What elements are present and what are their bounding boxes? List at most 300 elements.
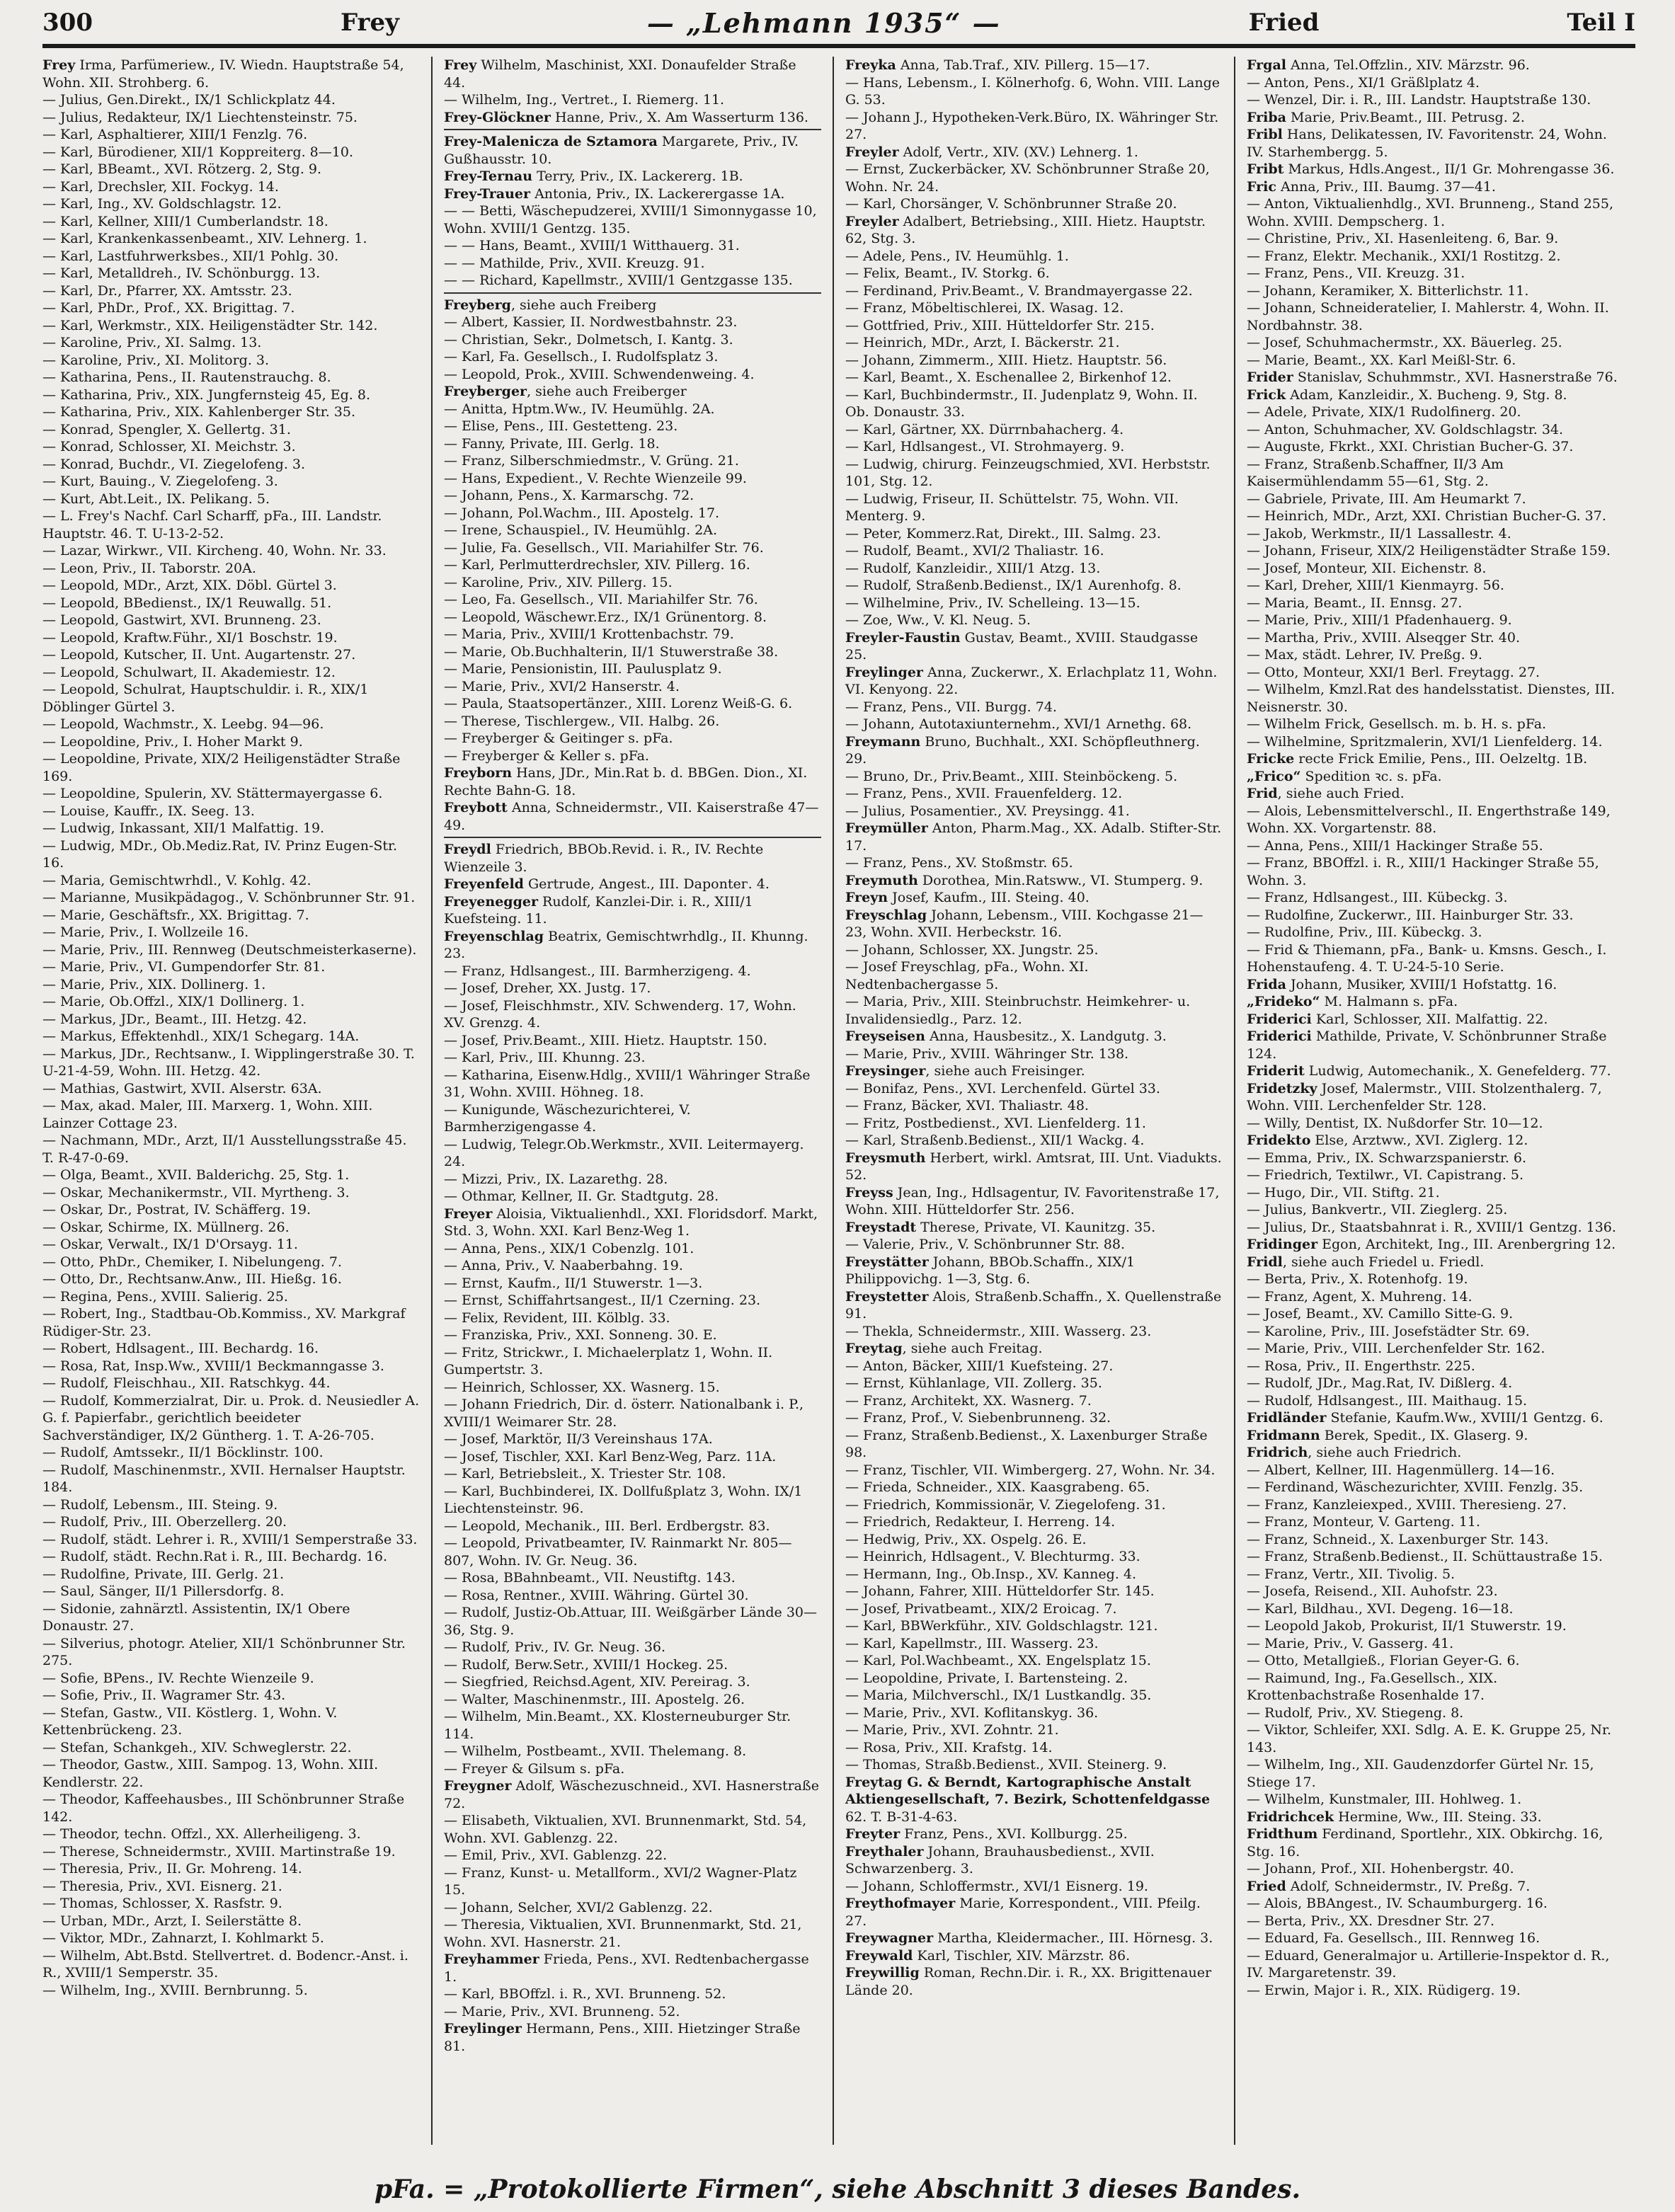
entry-surname: Frey bbox=[444, 57, 477, 73]
entry-text: — Wilhelmine, Priv., IV. Schelleing. 13—15. bbox=[845, 595, 1141, 611]
entry-text: — Adele, Private, XIX/1 Rudolfinerg. 20. bbox=[1247, 404, 1521, 420]
entry-text: Anna, Tel.Offzlin., XIV. Märzstr. 96. bbox=[1286, 57, 1530, 73]
entry-surname: Fric bbox=[1247, 178, 1276, 195]
directory-entry bbox=[444, 1760, 821, 1778]
entry-surname: Frida bbox=[1247, 976, 1286, 992]
entry-text: — Berta, Priv., XX. Dresdner Str. 27. bbox=[1247, 1913, 1495, 1929]
entry-text: — Julius, Dr., Staatsbahnrat i. R., XVIII/1 Gentzg. 136. bbox=[1247, 1219, 1616, 1235]
entry-text: Rudolf, Kanzlei-Dir. i. R., XIII/1 Kuefsteing. 11. bbox=[444, 893, 753, 927]
page-header bbox=[42, 6, 1635, 40]
directory-entry bbox=[444, 730, 821, 747]
entry-surname: Freyss bbox=[845, 1184, 893, 1200]
entry-text: — Julius, Posamentier., XV. Preysingg. 41. bbox=[845, 803, 1130, 819]
entry-text: — Theodor, Gastw., XIII. Sampog. 13, Wohn. XIII. Kendlerstr. 22. bbox=[42, 1757, 379, 1790]
directory-entry bbox=[1247, 1860, 1624, 1878]
directory-entry bbox=[1247, 1236, 1624, 1254]
entry-text: M. Halmann s. pFa. bbox=[1320, 994, 1458, 1009]
directory-entry bbox=[845, 733, 1223, 768]
entry-text: — Josef, Monteur, XII. Eichenstr. 8. bbox=[1247, 560, 1487, 576]
directory-entry bbox=[845, 1756, 1223, 1774]
directory-entry bbox=[845, 161, 1223, 195]
entry-surname: Freyenfeld bbox=[444, 876, 524, 892]
entry-text: — Viktor, Schleifer, XXI. Sdlg. A. E. K. Gruppe 25, Nr. 143. bbox=[1247, 1722, 1611, 1755]
entry-text: — Marie, Priv., XVI. Koflitanskyg. 36. bbox=[845, 1704, 1099, 1721]
directory-entry bbox=[444, 272, 821, 290]
entry-text: — Leopoldine, Spulerin, XV. Stättermayergasse 6. bbox=[42, 786, 383, 801]
entry-text: Dorothea, Min.Ratsww., VI. Stumperg. 9. bbox=[917, 872, 1204, 888]
entry-text: — Leopold, Prok., XVIII. Schwendenweing. 4. bbox=[444, 366, 755, 382]
directory-entry bbox=[444, 331, 821, 349]
entry-text: — Rosa, BBahnbeamt., VII. Neustiftg. 143. bbox=[444, 1570, 736, 1586]
entry-text: — Katharina, Priv., XIX. Jungfernsteig 45, Eg. 8. bbox=[42, 386, 370, 403]
entry-surname: Fridekto bbox=[1247, 1133, 1311, 1148]
entry-text: — Gabriele, Private, III. Am Heumarkt 7. bbox=[1247, 491, 1526, 507]
entry-text: Johann, Lebensm., VIII. Kochgasse 21—23, Wohn. XVII. Herbeckstr. 16. bbox=[845, 907, 1204, 940]
directory-entry bbox=[845, 386, 1223, 421]
directory-entry bbox=[1247, 282, 1624, 300]
entry-text: — Anton, Schuhmacher, XV. Goldschlagstr. 34. bbox=[1247, 421, 1564, 437]
entry-surname: Freygner bbox=[444, 1778, 512, 1794]
entry-text: — Maria, Milchverschl., IX/1 Lustkandlg. 35. bbox=[845, 1687, 1152, 1703]
directory-entry bbox=[42, 889, 420, 907]
directory-entry bbox=[444, 626, 821, 643]
directory-entry bbox=[42, 1358, 420, 1375]
entry-text: — Martha, Priv., XVIII. Alseqger Str. 40. bbox=[1247, 629, 1520, 646]
directory-entry bbox=[1247, 1704, 1624, 1722]
entry-text: — Kunigunde, Wäschezurichterei, V. Barmherzigengasse 4. bbox=[444, 1101, 691, 1135]
entry-text: — Thomas, Straßb.Bedienst., XVII. Steinerg. 9. bbox=[845, 1757, 1167, 1772]
directory-entry bbox=[845, 993, 1223, 1028]
directory-entry bbox=[1247, 1791, 1624, 1809]
entry-surname: Freymann bbox=[845, 733, 921, 750]
entry-text: Berek, Spedit., IX. Glaserg. 9. bbox=[1320, 1427, 1528, 1443]
directory-entry bbox=[845, 1566, 1223, 1583]
entry-surname: Freyhammer bbox=[444, 1952, 539, 1967]
entry-text: — Marie, Priv., V. Gasserg. 41. bbox=[1247, 1635, 1454, 1651]
entry-surname: Freythofmayer bbox=[845, 1896, 956, 1911]
entry-surname: Freyenegger bbox=[444, 893, 538, 910]
directory-entry bbox=[1247, 456, 1624, 491]
directory-entry bbox=[1247, 1635, 1624, 1653]
entry-text: — Marie, Priv., I. Wollzeile 16. bbox=[42, 924, 249, 940]
entry-text: — Fanny, Private, III. Gerlg. 18. bbox=[444, 435, 660, 452]
directory-entry bbox=[1247, 491, 1624, 508]
entry-text: — Leo, Fa. Gesellsch., VII. Mariahilfer Str. 76. bbox=[444, 592, 758, 607]
directory-entry bbox=[444, 366, 821, 384]
directory-entry bbox=[1247, 1600, 1624, 1618]
entry-text: — Johann, Selcher, XVI/2 Gablenzg. 22. bbox=[444, 1899, 713, 1915]
directory-entry bbox=[1247, 248, 1624, 265]
directory-entry bbox=[845, 1964, 1223, 1999]
entry-text: — Leopold, Kraftw.Führ., XI/1 Boschstr. 19. bbox=[42, 629, 338, 646]
entry-surname: Fricke bbox=[1247, 751, 1295, 767]
entry-text: — Kurt, Bauing., V. Ziegelofeng. 3. bbox=[42, 474, 278, 489]
directory-entry bbox=[845, 525, 1223, 543]
entry-surname: „Frideko“ bbox=[1247, 994, 1320, 1009]
entry-text: — Josef, Dreher, XX. Justg. 17. bbox=[444, 980, 651, 996]
entry-text: Marie, Korrespondent., VIII. Pfeilg. 27. bbox=[845, 1896, 1201, 1929]
directory-entry bbox=[1247, 178, 1624, 196]
directory-entry bbox=[845, 1774, 1223, 1826]
entry-text: — Theodor, techn. Offzl., XX. Allerheiligeng. 3. bbox=[42, 1826, 361, 1842]
entry-text: — Freyberger & Keller s. pFa. bbox=[444, 747, 649, 764]
entry-text: — Karl, Betriebsleit., X. Triester Str. 108. bbox=[444, 1466, 726, 1482]
directory-entry bbox=[1247, 1080, 1624, 1115]
directory-entry bbox=[42, 577, 420, 595]
entry-text: , siehe auch Fried. bbox=[1277, 786, 1405, 801]
entry-text: — Johann, Pens., X. Karmarschg. 72. bbox=[444, 488, 694, 503]
entry-text: — Nachmann, MDr., Arzt, II/1 Ausstellungsstraße 45. T. R-47-0-69. bbox=[42, 1133, 407, 1166]
entry-text: — Julius, Redakteur, IX/1 Liechtensteinstr. 75. bbox=[42, 109, 358, 125]
directory-entry bbox=[845, 1254, 1223, 1288]
entry-text: — Wilhelm, Abt.Bstd. Stellvertret. d. Bodencr.-Anst. i. R., XVIII/1 Semperstr. 35. bbox=[42, 1947, 408, 1981]
entry-text: — Ludwig, chirurg. Feinzeugschmied, XVI. Herbststr. 101, Stg. 12. bbox=[845, 456, 1211, 489]
directory-entry bbox=[42, 57, 420, 91]
directory-entry bbox=[1247, 1201, 1624, 1219]
entry-text: — Rudolf, städt. Rechn.Rat i. R., III. Bechardg. 16. bbox=[42, 1549, 388, 1564]
directory-entry bbox=[1247, 1670, 1624, 1704]
entry-text: Hanne, Priv., X. Am Wasserturm 136. bbox=[550, 109, 808, 125]
directory-entry bbox=[845, 612, 1223, 629]
directory-entry bbox=[1247, 1617, 1624, 1635]
directory-entry bbox=[42, 1201, 420, 1219]
directory-entry bbox=[845, 958, 1223, 993]
directory-entry bbox=[1247, 1444, 1624, 1462]
entry-text: Roman, Rechn.Dir. i. R., XX. Brigittenauer Lände 20. bbox=[845, 1965, 1212, 1998]
directory-entry bbox=[42, 1791, 420, 1826]
directory-entry bbox=[1247, 1895, 1624, 1913]
entry-text: — Freyer & Gilsum s. pFa. bbox=[444, 1760, 625, 1777]
directory-entry bbox=[42, 646, 420, 664]
directory-entry bbox=[444, 1587, 821, 1605]
directory-entry bbox=[845, 317, 1223, 335]
entry-surname: Friba bbox=[1247, 109, 1286, 125]
entry-text: — Heinrich, MDr., Arzt, I. Bäckerstr. 21. bbox=[845, 335, 1120, 350]
directory-entry bbox=[42, 230, 420, 248]
directory-entry bbox=[444, 2020, 821, 2055]
entry-text: — Marie, Priv., XVI/2 Hanserstr. 4. bbox=[444, 678, 680, 694]
entry-text: — Anton, Viktualienhdlg., XVI. Brunneng., Stand 255, Wohn. XVIII. Dempscherg. 1. bbox=[1247, 196, 1614, 229]
directory-entry bbox=[42, 178, 420, 196]
entry-text: Friedrich, BBOb.Revid. i. R., IV. Rechte Wienzeile 3. bbox=[444, 842, 764, 875]
entry-surname: Freyler bbox=[845, 213, 899, 229]
directory-entry bbox=[1247, 1011, 1624, 1028]
entry-text: Adam, Kanzleidir., X. Bucheng. 9, Stg. 8. bbox=[1286, 386, 1567, 403]
directory-entry bbox=[42, 1184, 420, 1202]
directory-entry bbox=[42, 1496, 420, 1514]
section-divider bbox=[444, 292, 821, 294]
directory-entry bbox=[444, 764, 821, 799]
entry-surname: Fridrich bbox=[1247, 1445, 1308, 1460]
entry-text: — — Richard, Kapellmstr., XVIII/1 Gentzgasse 135. bbox=[444, 273, 793, 288]
entry-text: — — Mathilde, Priv., XVII. Kreuzg. 91. bbox=[444, 255, 705, 271]
entry-text: — Othmar, Kellner, II. Gr. Stadtgutg. 28. bbox=[444, 1188, 719, 1204]
entry-text: — Wilhelm, Ing., XVIII. Bernbrunng. 5. bbox=[42, 1982, 308, 1998]
entry-text: — Marie, Priv., III. Rennweg (Deutschmeisterkaserne). bbox=[42, 941, 417, 958]
directory-entry bbox=[444, 91, 821, 109]
entry-text: — Robert, Ing., Stadtbau-Ob.Kommiss., XV. Markgraf Rüdiger-Str. 23. bbox=[42, 1306, 406, 1339]
entry-surname: Freystetter bbox=[845, 1288, 929, 1305]
entry-text: — Albert, Kassier, II. Nordwestbahnstr. 23. bbox=[444, 314, 738, 330]
entry-surname: Freystätter bbox=[845, 1254, 929, 1270]
directory-entry bbox=[845, 1288, 1223, 1323]
directory-entry bbox=[1247, 195, 1624, 230]
entry-text: — Josef, Privatbeamt., XIX/2 Eroicag. 7. bbox=[845, 1600, 1117, 1617]
entry-text: — Karl, Ing., XV. Goldschlagstr. 12. bbox=[42, 196, 282, 212]
entry-text: Irma, Parfümeriew., IV. Wiedn. Hauptstraße 54, Wohn. XII. Strohberg. 6. bbox=[42, 57, 404, 91]
directory-entry bbox=[845, 1097, 1223, 1115]
entry-text: — Rosa, Rentner., XVIII. Währing. Gürtel 30. bbox=[444, 1587, 749, 1603]
entry-text: — Emma, Priv., IX. Schwarzspanierstr. 6. bbox=[1247, 1150, 1527, 1166]
footer-note: pFa. = „Protokollierte Firmen“, siehe Abschnitt 3 dieses Bandes. bbox=[375, 2174, 1300, 2204]
entry-text: — Johann, Keramiker, X. Bitterlichstr. 11. bbox=[1247, 282, 1529, 299]
directory-entry bbox=[42, 1375, 420, 1392]
directory-entry bbox=[444, 1951, 821, 1985]
entry-surname: Friderici bbox=[1247, 1011, 1312, 1027]
directory-entry bbox=[444, 470, 821, 488]
directory-entry bbox=[1247, 1115, 1624, 1133]
entry-text: — Ernst, Zuckerbäcker, XV. Schönbrunner Straße 20, Wohn. Nr. 24. bbox=[845, 161, 1210, 195]
entry-text: — Max, städt. Lehrer, IV. Preßg. 9. bbox=[1247, 647, 1482, 663]
entry-text: — Leopold Jakob, Prokurist, II/1 Stuwerstr. 19. bbox=[1247, 1618, 1567, 1634]
directory-entry bbox=[845, 456, 1223, 491]
entry-surname: Fridetzky bbox=[1247, 1080, 1317, 1096]
directory-entry bbox=[845, 1670, 1223, 1687]
directory-entry bbox=[845, 1843, 1223, 1878]
directory-entry bbox=[1247, 1323, 1624, 1341]
entry-text: — Karoline, Priv., III. Josefstädter Str. 69. bbox=[1247, 1323, 1530, 1339]
entry-surname: Fridmann bbox=[1247, 1427, 1320, 1443]
directory-entry bbox=[42, 126, 420, 144]
entry-text: 62. T. B-31-4-63. bbox=[845, 1809, 958, 1825]
entry-text: Egon, Architekt, Ing., III. Arenbergring 12. bbox=[1317, 1237, 1616, 1252]
directory-entry bbox=[845, 1115, 1223, 1133]
entry-text: — Frieda, Schneider., XIX. Kaasgrabeng. 65. bbox=[845, 1479, 1150, 1495]
entry-text: — Marie, Ob.Buchhalterin, II/1 Stuwerstraße 38. bbox=[444, 643, 779, 660]
directory-entry bbox=[1247, 1132, 1624, 1150]
entry-text: — Leopold, Schulrat, Hauptschuldir. i. R., XIX/1 Döblinger Gürtel 3. bbox=[42, 682, 369, 715]
directory-entry bbox=[845, 1375, 1223, 1392]
directory-entry bbox=[845, 629, 1223, 664]
header-rule bbox=[42, 44, 1635, 48]
directory-entry bbox=[845, 1028, 1223, 1045]
entry-text: — Rudolf, Straßenb.Bedienst., IX/1 Aurenhofg. 8. bbox=[845, 578, 1182, 593]
directory-entry bbox=[42, 144, 420, 161]
entry-text: — Johann, Prof., XII. Hohenbergstr. 40. bbox=[1247, 1861, 1514, 1876]
column-3 bbox=[833, 57, 1234, 2145]
entry-text: — Auguste, Fkrkt., XXI. Christian Bucher-G. 37. bbox=[1247, 439, 1574, 454]
directory-entry bbox=[1247, 577, 1624, 595]
directory-entry bbox=[42, 456, 420, 474]
directory-entry bbox=[42, 1843, 420, 1861]
directory-entry bbox=[845, 1652, 1223, 1670]
entry-text: Anton, Pharm.Mag., XX. Adalb. Stifter-Str. 17. bbox=[845, 820, 1222, 854]
directory-entry bbox=[444, 133, 821, 168]
directory-entry bbox=[42, 1930, 420, 1947]
directory-entry bbox=[845, 699, 1223, 716]
entry-text: — Berta, Priv., X. Rotenhofg. 19. bbox=[1247, 1271, 1468, 1287]
entry-text: — Rudolf, Priv., XV. Stiegeng. 8. bbox=[1247, 1704, 1464, 1721]
entry-text: recte Frick Emilie, Pens., III. Oelzeltg. 1B. bbox=[1294, 751, 1588, 767]
directory-entry bbox=[845, 1496, 1223, 1514]
entry-surname: Fridländer bbox=[1247, 1410, 1327, 1426]
entry-text: — Emil, Priv., XVI. Gablenzg. 22. bbox=[444, 1847, 668, 1863]
entry-text: Spedition ꝛc. s. pFa. bbox=[1300, 768, 1442, 784]
entry-surname: Frick bbox=[1247, 386, 1286, 403]
directory-entry bbox=[42, 560, 420, 578]
directory-entry bbox=[42, 213, 420, 231]
directory-entry bbox=[444, 1344, 821, 1379]
entry-text: — Bruno, Dr., Priv.Beamt., XIII. Steinböckeng. 5. bbox=[845, 768, 1178, 784]
entry-text: Margarete, Priv., IV. Gußhausstr. 10. bbox=[444, 134, 799, 167]
entry-surname: Freyenschlag bbox=[444, 928, 544, 944]
directory-entry bbox=[1247, 352, 1624, 369]
directory-entry bbox=[444, 237, 821, 255]
entry-text: Herbert, wirkl. Amtsrat, III. Unt. Viadukts. 52. bbox=[845, 1150, 1222, 1183]
entry-text: — Wilhelm Frick, Gesellsch. m. b. H. s. pFa. bbox=[1247, 716, 1547, 732]
entry-text: — Theresia, Priv., II. Gr. Mohreng. 14. bbox=[42, 1861, 302, 1876]
entry-text: — Leopold, Wäschewr.Erz., IX/1 Grünentorg. 8. bbox=[444, 609, 767, 625]
directory-entry bbox=[444, 1483, 821, 1518]
entry-text: — Thekla, Schneidermstr., XIII. Wasserg. 23. bbox=[845, 1323, 1152, 1339]
entry-text: — Alois, BBAngest., IV. Schaumburgerg. 16. bbox=[1247, 1896, 1548, 1911]
directory-entry bbox=[444, 1171, 821, 1188]
entry-text: — Marie, Beamt., XX. Karl Meißl-Str. 6. bbox=[1247, 352, 1516, 368]
directory-entry bbox=[845, 195, 1223, 213]
entry-text: — Ludwig, Inkassant, XII/1 Malfattig. 19. bbox=[42, 820, 325, 836]
directory-entry bbox=[42, 785, 420, 803]
directory-entry bbox=[1247, 854, 1624, 889]
entry-text: — Marianne, Musikpädagog., V. Schönbrunner Str. 91. bbox=[42, 890, 416, 905]
directory-entry bbox=[444, 255, 821, 273]
entry-text: Gustav, Beamt., XVIII. Staudgasse 25. bbox=[845, 629, 1199, 663]
directory-entry bbox=[845, 1548, 1223, 1566]
directory-entry bbox=[444, 1292, 821, 1310]
entry-text: — Karl, Fa. Gesellsch., I. Rudolfsplatz 3. bbox=[444, 349, 719, 365]
entry-text: — Sidonie, zahnärztl. Assistentin, IX/1 Obere Donaustr. 27. bbox=[42, 1600, 350, 1634]
entry-text: — Karl, Bildhau., XVI. Degeng. 16—18. bbox=[1247, 1600, 1514, 1617]
entry-text: Anna, Hausbesitz., X. Landgutg. 3. bbox=[925, 1028, 1167, 1044]
column-2 bbox=[431, 57, 833, 2145]
directory-entry bbox=[845, 1392, 1223, 1410]
directory-entry bbox=[444, 1310, 821, 1327]
entry-text: — Franz, Straßenb.Bedienst., X. Laxenburger Straße 98. bbox=[845, 1427, 1208, 1460]
directory-entry bbox=[845, 1409, 1223, 1427]
entry-surname: Fridl bbox=[1247, 1254, 1283, 1270]
entry-text: — Johann, Pol.Wachm., III. Apostelg. 17. bbox=[444, 505, 720, 521]
entry-text: — Hans, Expedient., V. Rechte Wienzeile 99. bbox=[444, 470, 747, 486]
directory-entry bbox=[444, 57, 821, 91]
directory-entry bbox=[845, 907, 1223, 941]
directory-entry bbox=[42, 837, 420, 872]
entry-text: — Rudolf, JDr., Mag.Rat, IV. Dißlerg. 4. bbox=[1247, 1375, 1513, 1391]
directory-entry bbox=[845, 369, 1223, 386]
entry-text: — Robert, Hdlsagent., III. Bechardg. 16. bbox=[42, 1341, 319, 1356]
directory-entry bbox=[42, 803, 420, 820]
directory-entry bbox=[42, 958, 420, 976]
entry-text: — Stefan, Schankgeh., XIV. Schweglerstr. 22. bbox=[42, 1739, 352, 1755]
directory-entry bbox=[444, 609, 821, 626]
entry-text: Adalbert, Betriebsing., XIII. Hietz. Hauptstr. 62, Stg. 3. bbox=[845, 213, 1206, 246]
entry-surname: Freytag bbox=[845, 1341, 903, 1356]
directory-entry bbox=[845, 577, 1223, 595]
entry-text: Martha, Kleidermacher., III. Hörnesg. 3. bbox=[933, 1930, 1213, 1946]
entry-text: — Maria, Beamt., II. Ennsg. 27. bbox=[1247, 595, 1463, 611]
directory-entry bbox=[42, 1670, 420, 1687]
entry-surname: Freydl bbox=[444, 842, 491, 857]
entry-text: — Ernst, Kühlanlage, VII. Zollerg. 35. bbox=[845, 1375, 1102, 1391]
entry-text: — Johann, Schlosser, XX. Jungstr. 25. bbox=[845, 941, 1099, 958]
entry-text: Stanislav, Schuhmmstr., XVI. Hasnerstraße 76. bbox=[1293, 369, 1618, 385]
directory-entry bbox=[845, 1080, 1223, 1098]
section-divider bbox=[444, 837, 821, 838]
entry-text: — Paula, Staatsopertänzer., XIII. Lorenz Weiß-G. 6. bbox=[444, 696, 793, 711]
entry-text: — Rudolf, Maschinenmstr., XVII. Hernalser Hauptstr. 184. bbox=[42, 1462, 406, 1495]
directory-entry bbox=[1247, 369, 1624, 386]
entry-text: — Eduard, Fa. Gesellsch., III. Rennweg 16. bbox=[1247, 1930, 1540, 1946]
directory-entry bbox=[845, 491, 1223, 525]
directory-entry bbox=[845, 265, 1223, 282]
entry-text: — Franz, Schneid., X. Laxenburger Str. 143. bbox=[1247, 1531, 1549, 1547]
entry-text: — Katharina, Pens., II. Rautenstrauchg. 8. bbox=[42, 369, 331, 385]
entry-text: — Marie, Geschäftsfr., XX. Brigittag. 7. bbox=[42, 907, 309, 923]
entry-text: — Karl, Chorsänger, V. Schönbrunner Straße 20. bbox=[845, 196, 1177, 212]
entry-text: , siehe auch Freiberg bbox=[510, 297, 657, 313]
entry-text: — Peter, Kommerz.Rat, Direkt., III. Salmg. 23. bbox=[845, 525, 1161, 541]
directory-entry bbox=[42, 473, 420, 491]
entry-text: — — Hans, Beamt., XVIII/1 Witthauerg. 31. bbox=[444, 238, 740, 253]
directory-entry bbox=[845, 1340, 1223, 1358]
entry-text: — Johann, Zimmerm., XIII. Hietz. Hauptstr. 56. bbox=[845, 352, 1167, 368]
entry-text: — Viktor, MDr., Zahnarzt, I. Kohlmarkt 5. bbox=[42, 1930, 324, 1946]
entry-text: — Leopoldine, Private, I. Bartensteing. 2. bbox=[845, 1670, 1128, 1686]
entry-text: — Josef Freyschlag, pFa., Wohn. XI. Nedtenbachergasse 5. bbox=[845, 959, 1089, 992]
directory-entry bbox=[42, 1878, 420, 1896]
directory-entry bbox=[845, 438, 1223, 456]
entry-surname: Freyn bbox=[845, 890, 888, 905]
entry-text: — Anna, Priv., V. Naaberbahng. 19. bbox=[444, 1258, 683, 1273]
directory-entry bbox=[1247, 1566, 1624, 1583]
entry-text: — Josef, Schuhmachermstr., XX. Bäuerleg. 25. bbox=[1247, 335, 1562, 350]
entry-text: — Karl, Krankenkassenbeamt., XIV. Lehnerg. 1. bbox=[42, 231, 367, 246]
entry-text: — Franz, Silberschmiedmstr., V. Grüng. 21. bbox=[444, 453, 739, 469]
entry-text: Gertrude, Angest., III. Dapontег. 4. bbox=[523, 876, 770, 892]
directory-entry bbox=[845, 1132, 1223, 1150]
directory-entry bbox=[42, 109, 420, 127]
entry-text: — Heinrich, Hdlsagent., V. Blechturmg. 33. bbox=[845, 1549, 1141, 1564]
directory-entry bbox=[845, 1358, 1223, 1375]
directory-entry bbox=[845, 854, 1223, 872]
directory-entry bbox=[845, 542, 1223, 560]
entry-text: Therese, Private, VI. Kaunitzg. 35. bbox=[916, 1219, 1156, 1235]
entry-text: — Leopold, Schulwart, II. Akademiestr. 12. bbox=[42, 664, 336, 680]
directory-entry bbox=[444, 487, 821, 505]
directory-entry bbox=[42, 1444, 420, 1462]
entry-text: — Ludwig, Friseur, II. Schüttelstr. 75, Wohn. VII. Menterg. 9. bbox=[845, 491, 1179, 524]
entry-surname: Freyberger bbox=[444, 384, 527, 399]
directory-entry bbox=[42, 369, 420, 386]
entry-text: — Karoline, Priv., XI. Salmg. 13. bbox=[42, 335, 262, 350]
entry-text: Markus, Hdls.Angest., II/1 Gr. Mohrengasse 36. bbox=[1284, 161, 1615, 177]
directory-entry bbox=[444, 1067, 821, 1101]
directory-entry bbox=[42, 542, 420, 560]
directory-entry bbox=[1247, 750, 1624, 768]
directory-entry bbox=[42, 1513, 420, 1531]
entry-text: — Franz, Straßenb.Bedienst., II. Schüttaustraße 15. bbox=[1247, 1549, 1603, 1564]
directory-entry bbox=[845, 74, 1223, 109]
entry-surname: Freylinger bbox=[444, 2021, 522, 2036]
entry-text: — Stefan, Gastw., VII. Köstlerg. 1, Wohn. V. Kettenbrückeng. 23. bbox=[42, 1704, 338, 1738]
